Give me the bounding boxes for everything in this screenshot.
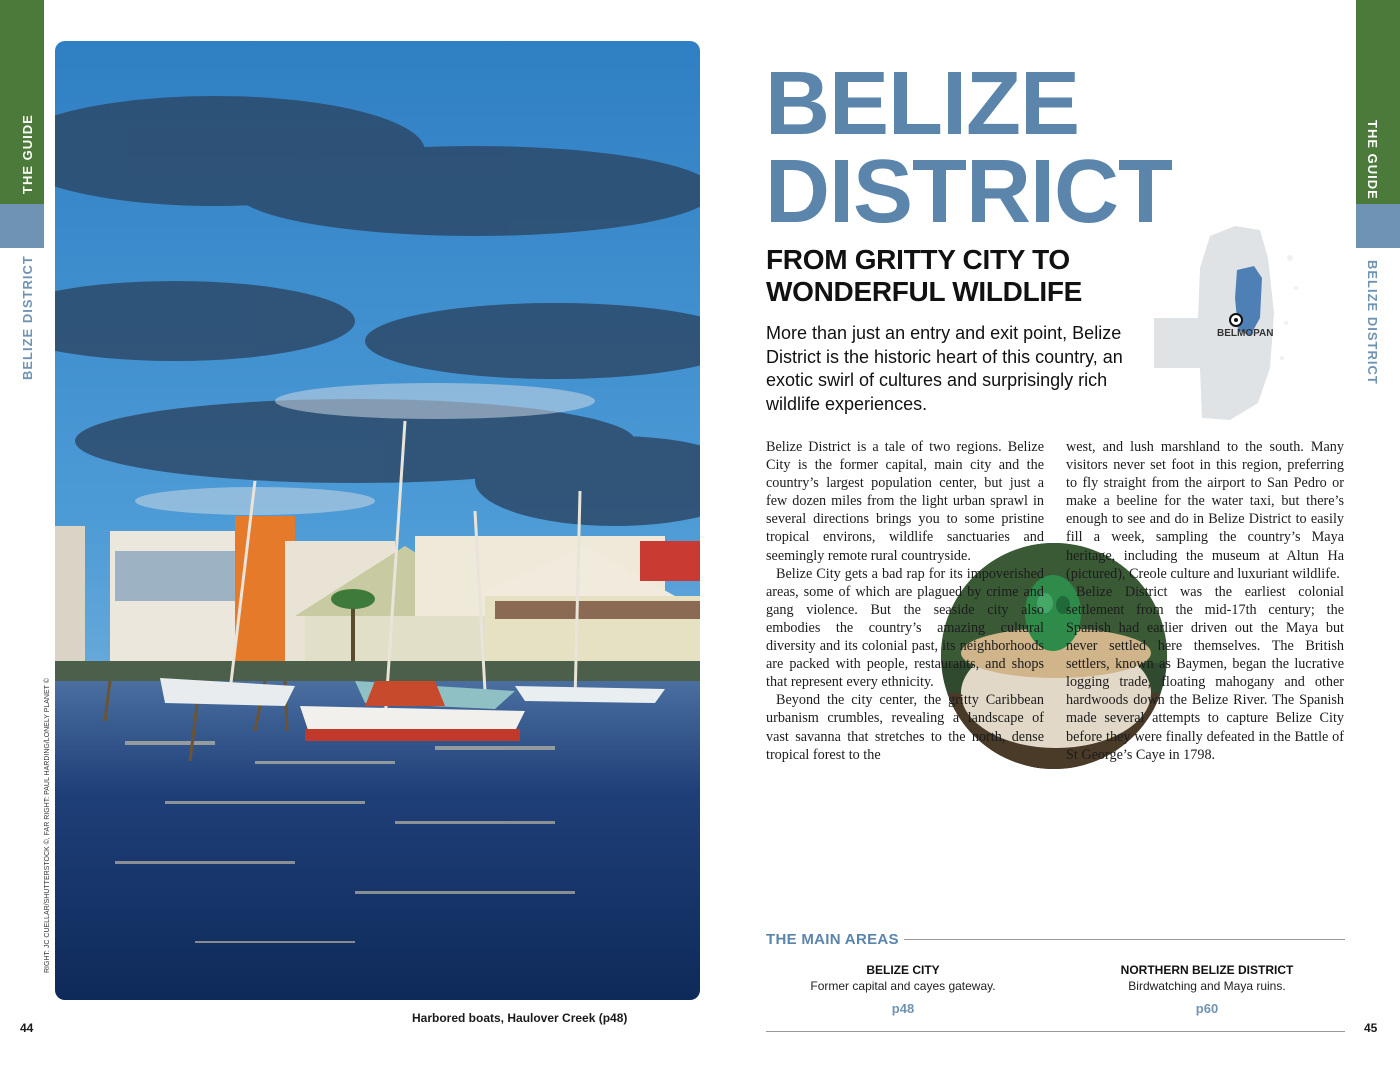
chapter-tab-right [1356,204,1400,248]
area-name: BELIZE CITY [866,963,940,977]
intro-paragraph: More than just an entry and exit point, Belize District is the historic heart of this country, an exotic swirl of cultures and surprisingly rich wildlife experiences. [766,323,1123,414]
body-paragraph: Belize District is a tale of two regions. Belize City is the former capital, main city and the country’s largest population center, but just a few dozen miles from the light urban sprawl in several directions brings you to some pristine tropical environs, wildlife sanctuaries and seemingly remote rural countryside. [766,439,1044,564]
chapter-label-right: BELIZE DISTRICT [1365,260,1380,385]
chapter-tab-left [0,204,44,248]
area-description: Former capital and cayes gateway. [810,979,996,993]
divider [766,1031,1345,1032]
area-page-link[interactable]: p60 [1195,1001,1219,1016]
area-belize-city[interactable] [783,963,1023,1016]
photo-caption: Harbored boats, Haulover Creek (p48) [412,1011,628,1025]
section-label-left: THE GUIDE [20,114,35,194]
body-paragraph: Belize District was the earliest colonial settlement from the mid-17th century; the Spanish had earlier driven out the Maya but never settled here themselves. The British settlers, known as Baymen, began the lucrative logging trade, floating mahogany and other hardwoods down the Belize River. The Spanish made several attempts to capture Belize City before they were finally defeated in the Battle of St George’s Caye in 1798. [1066,583,1344,763]
body-paragraph: Belize City gets a bad rap for its impoverished areas, some of which are plagued by crime and gang violence. But the seaside city also embodies the country’s amazing cultural diversity and its colonial past, its neighborhoods are packed with people, restaurants, and shops that represent every ethnicity. [766,565,1044,691]
page-number-left: 44 [20,1021,34,1035]
harbor-photo [55,41,700,1000]
photo-credit: RIGHT: JC CUELLAR/SHUTTERSTOCK ©, FAR RIGHT: PAUL HARDING/LONELY PLANET © [44,678,51,973]
map-label-belmopan: BELMOPAN [1217,328,1274,339]
main-areas-heading: THE MAIN AREAS [766,931,899,948]
page-number-right: 45 [1364,1021,1378,1035]
title-line-1: BELIZE [765,54,1080,154]
chapter-subtitle [766,244,1082,308]
locator-map [1150,218,1310,433]
area-northern-belize-district[interactable] [1087,963,1327,1016]
body-paragraph: west, and lush marshland to the south. Many visitors never set foot in this region, preferring to fly straight from the airport to San Pedro or make a beeline for the water taxi, but there’s enough to see and do in Belize District to easily fill a week, sampling the country’s Maya heritage, including the museum at Altun Ha (pictured), Creole culture and luxuriant wildlife. [1066,439,1344,582]
body-paragraph: Beyond the city center, the gritty Caribbean urbanism crumbles, revealing a landscape of vast savanna that stretches to the north, dense tropical forest to the [766,692,1044,763]
divider [904,939,1345,940]
section-label-right: THE GUIDE [1365,120,1380,200]
area-name: NORTHERN BELIZE DISTRICT [1120,963,1294,977]
title-line-2: DISTRICT [765,142,1172,242]
body-column-1 [766,438,1044,764]
body-column-2 [1066,438,1344,764]
area-description: Birdwatching and Maya ruins. [1128,979,1286,993]
chapter-label-left: BELIZE DISTRICT [20,255,35,380]
subtitle-line-1: FROM GRITTY CITY TO [766,244,1070,275]
chapter-title [765,54,1172,242]
subtitle-line-2: WONDERFUL WILDLIFE [766,276,1083,307]
area-page-link[interactable]: p48 [891,1001,915,1016]
